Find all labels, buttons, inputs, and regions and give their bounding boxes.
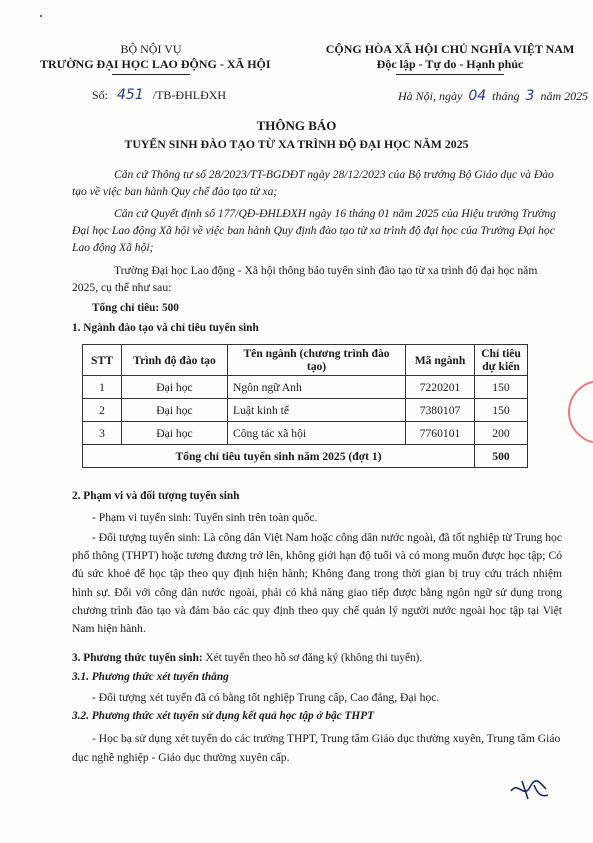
document-number (92, 87, 226, 103)
col-header-stt: STT (83, 345, 122, 376)
cell-code: 7760101 (406, 422, 475, 445)
section-3-heading-rest: Xét tuyển theo hồ sơ đăng ký (không thi tuyển). (202, 652, 423, 664)
cell-major: Ngôn ngữ Anh (228, 376, 406, 399)
section-2-eligibility: - Đối tượng tuyển sinh: Là công dân Việt Nam hoặc công dân nước ngoài, đã tốt nghiệp từ Trung học phổ thông (THPT) hoặc tương đương trở lên, không giới hạn độ tuổi và có mong muốn được học tập; Có đủ sức khoẻ để học tập theo quy định hiện hành; Không đang trong thời gian bị truy cứu trách nhiệm hình sự. Đối với công dân nước ngoài, phải có khả năng giao tiếp được bằng ngôn ngữ sử dụng trong chương trình đào tạo và đảm bảo các quy định theo quy chế quản lý người nước ngoài học tập tại Việt Nam hiện hành. (72, 531, 562, 636)
cell-quota: 150 (475, 376, 528, 399)
date-mid: tháng (492, 89, 520, 103)
basis-paragraph-1: Căn cứ Thông tư số 28/2023/TT-BGDĐT ngày 28/12/2023 của Bộ trưởng Bộ Giáo dục và Đào tạo về việc ban hành Quy chế đào tạo từ xa; (72, 168, 554, 198)
table-row (83, 376, 528, 399)
scan-speck (40, 15, 42, 17)
school-underline (112, 74, 190, 75)
section-3-1-text: - Đối tượng xét tuyển đã có bằng tốt nghiệp Trung cấp, Cao đẳng, Đại học. (92, 691, 440, 704)
cell-code: 7380107 (406, 399, 475, 422)
section-2-scope: - Phạm vi tuyển sinh: Tuyển sinh trên toàn quốc. (92, 511, 318, 524)
document-subtitle: TUYỂN SINH ĐÀO TẠO TỪ XA TRÌNH ĐỘ ĐẠI HỌC NĂM 2025 (124, 137, 469, 151)
cell-level: Đại học (122, 422, 228, 445)
cell-major: Công tác xã hội (228, 422, 406, 445)
date-suffix: năm 2025 (540, 89, 589, 103)
motto-underline (396, 74, 504, 75)
school-name: TRƯỜNG ĐẠI HỌC LAO ĐỘNG - XÃ HỘI (40, 57, 271, 71)
number-handwritten: 451 (117, 87, 144, 103)
document-date (398, 88, 588, 104)
total-value: 500 (475, 445, 528, 468)
number-prefix: Số: (92, 88, 109, 102)
number-suffix: /TB-ĐHLĐXH (152, 88, 227, 102)
table-row (83, 422, 528, 445)
date-prefix: Hà Nội, ngày (398, 89, 463, 103)
col-header-major: Tên ngành (chương trình đào tạo) (228, 345, 406, 376)
cell-stt: 2 (83, 399, 122, 422)
basis-paragraph-2: Căn cứ Quyết định số 177/QĐ-ĐHLĐXH ngày 16 tháng 01 năm 2025 của Hiệu trưởng Trường Đại học Lao động Xã hội về việc ban hành Quy định đào tạo từ xa trình độ đại học của Trường Đại học Lao động Xã hội; (72, 207, 556, 254)
initials-signature (508, 777, 550, 803)
intro-paragraph: Trường Đại học Lao động - Xã hội thông báo tuyển sinh đào tạo từ xa trình độ đại học năm 2025, cụ thể như sau: (72, 264, 538, 294)
cell-major: Luật kinh tế (228, 399, 406, 422)
cell-level: Đại học (122, 376, 228, 399)
quota-table (82, 344, 528, 468)
cell-level: Đại học (122, 399, 228, 422)
section-1-heading: 1. Ngành đào tạo và chỉ tiêu tuyển sinh (72, 322, 259, 334)
country-name: CỘNG HÒA XÃ HỘI CHỦ NGHĨA VIỆT NAM (325, 42, 575, 56)
col-header-quota: Chỉ tiêu dự kiến (475, 345, 528, 376)
cell-code: 7220201 (406, 376, 475, 399)
col-header-code: Mã ngành (406, 345, 475, 376)
table-header-row (83, 345, 528, 376)
table-row (83, 399, 528, 422)
total-label: Tổng chỉ tiêu tuyển sinh năm 2025 (đợt 1) (83, 445, 475, 468)
cell-stt: 3 (83, 422, 122, 445)
red-seal-stamp (568, 380, 593, 444)
date-day: 04 (468, 88, 487, 104)
col-header-level: Trình độ đào tạo (122, 345, 228, 376)
ministry-name: BỘ NỘI VỤ (120, 42, 182, 56)
total-quota: Tổng chỉ tiêu: 500 (92, 302, 179, 314)
national-motto: Độc lập - Tự do - Hạnh phúc (376, 57, 524, 71)
section-3-heading (72, 652, 422, 664)
section-3-2-text: - Học bạ sử dụng xét tuyển do các trường THPT, Trung tâm Giáo dục thường xuyên, Trung tâm Giáo dục nghề nghiệp - Giáo dục thường xuyên cấp. (72, 732, 561, 764)
document-title: THÔNG BÁO (256, 118, 337, 133)
section-3-1-heading: 3.1. Phương thức xét tuyển thẳng (72, 671, 229, 683)
table-total-row (83, 445, 528, 468)
cell-stt: 1 (83, 376, 122, 399)
section-3-2-heading: 3.2. Phương thức xét tuyển sử dụng kết quả học tập ở bậc THPT (72, 710, 374, 722)
cell-quota: 200 (475, 422, 528, 445)
date-month: 3 (525, 88, 535, 104)
cell-quota: 150 (475, 399, 528, 422)
section-3-heading-label: 3. Phương thức tuyển sinh: (72, 652, 203, 664)
section-2-heading: 2. Phạm vi và đối tượng tuyển sinh (72, 490, 240, 502)
